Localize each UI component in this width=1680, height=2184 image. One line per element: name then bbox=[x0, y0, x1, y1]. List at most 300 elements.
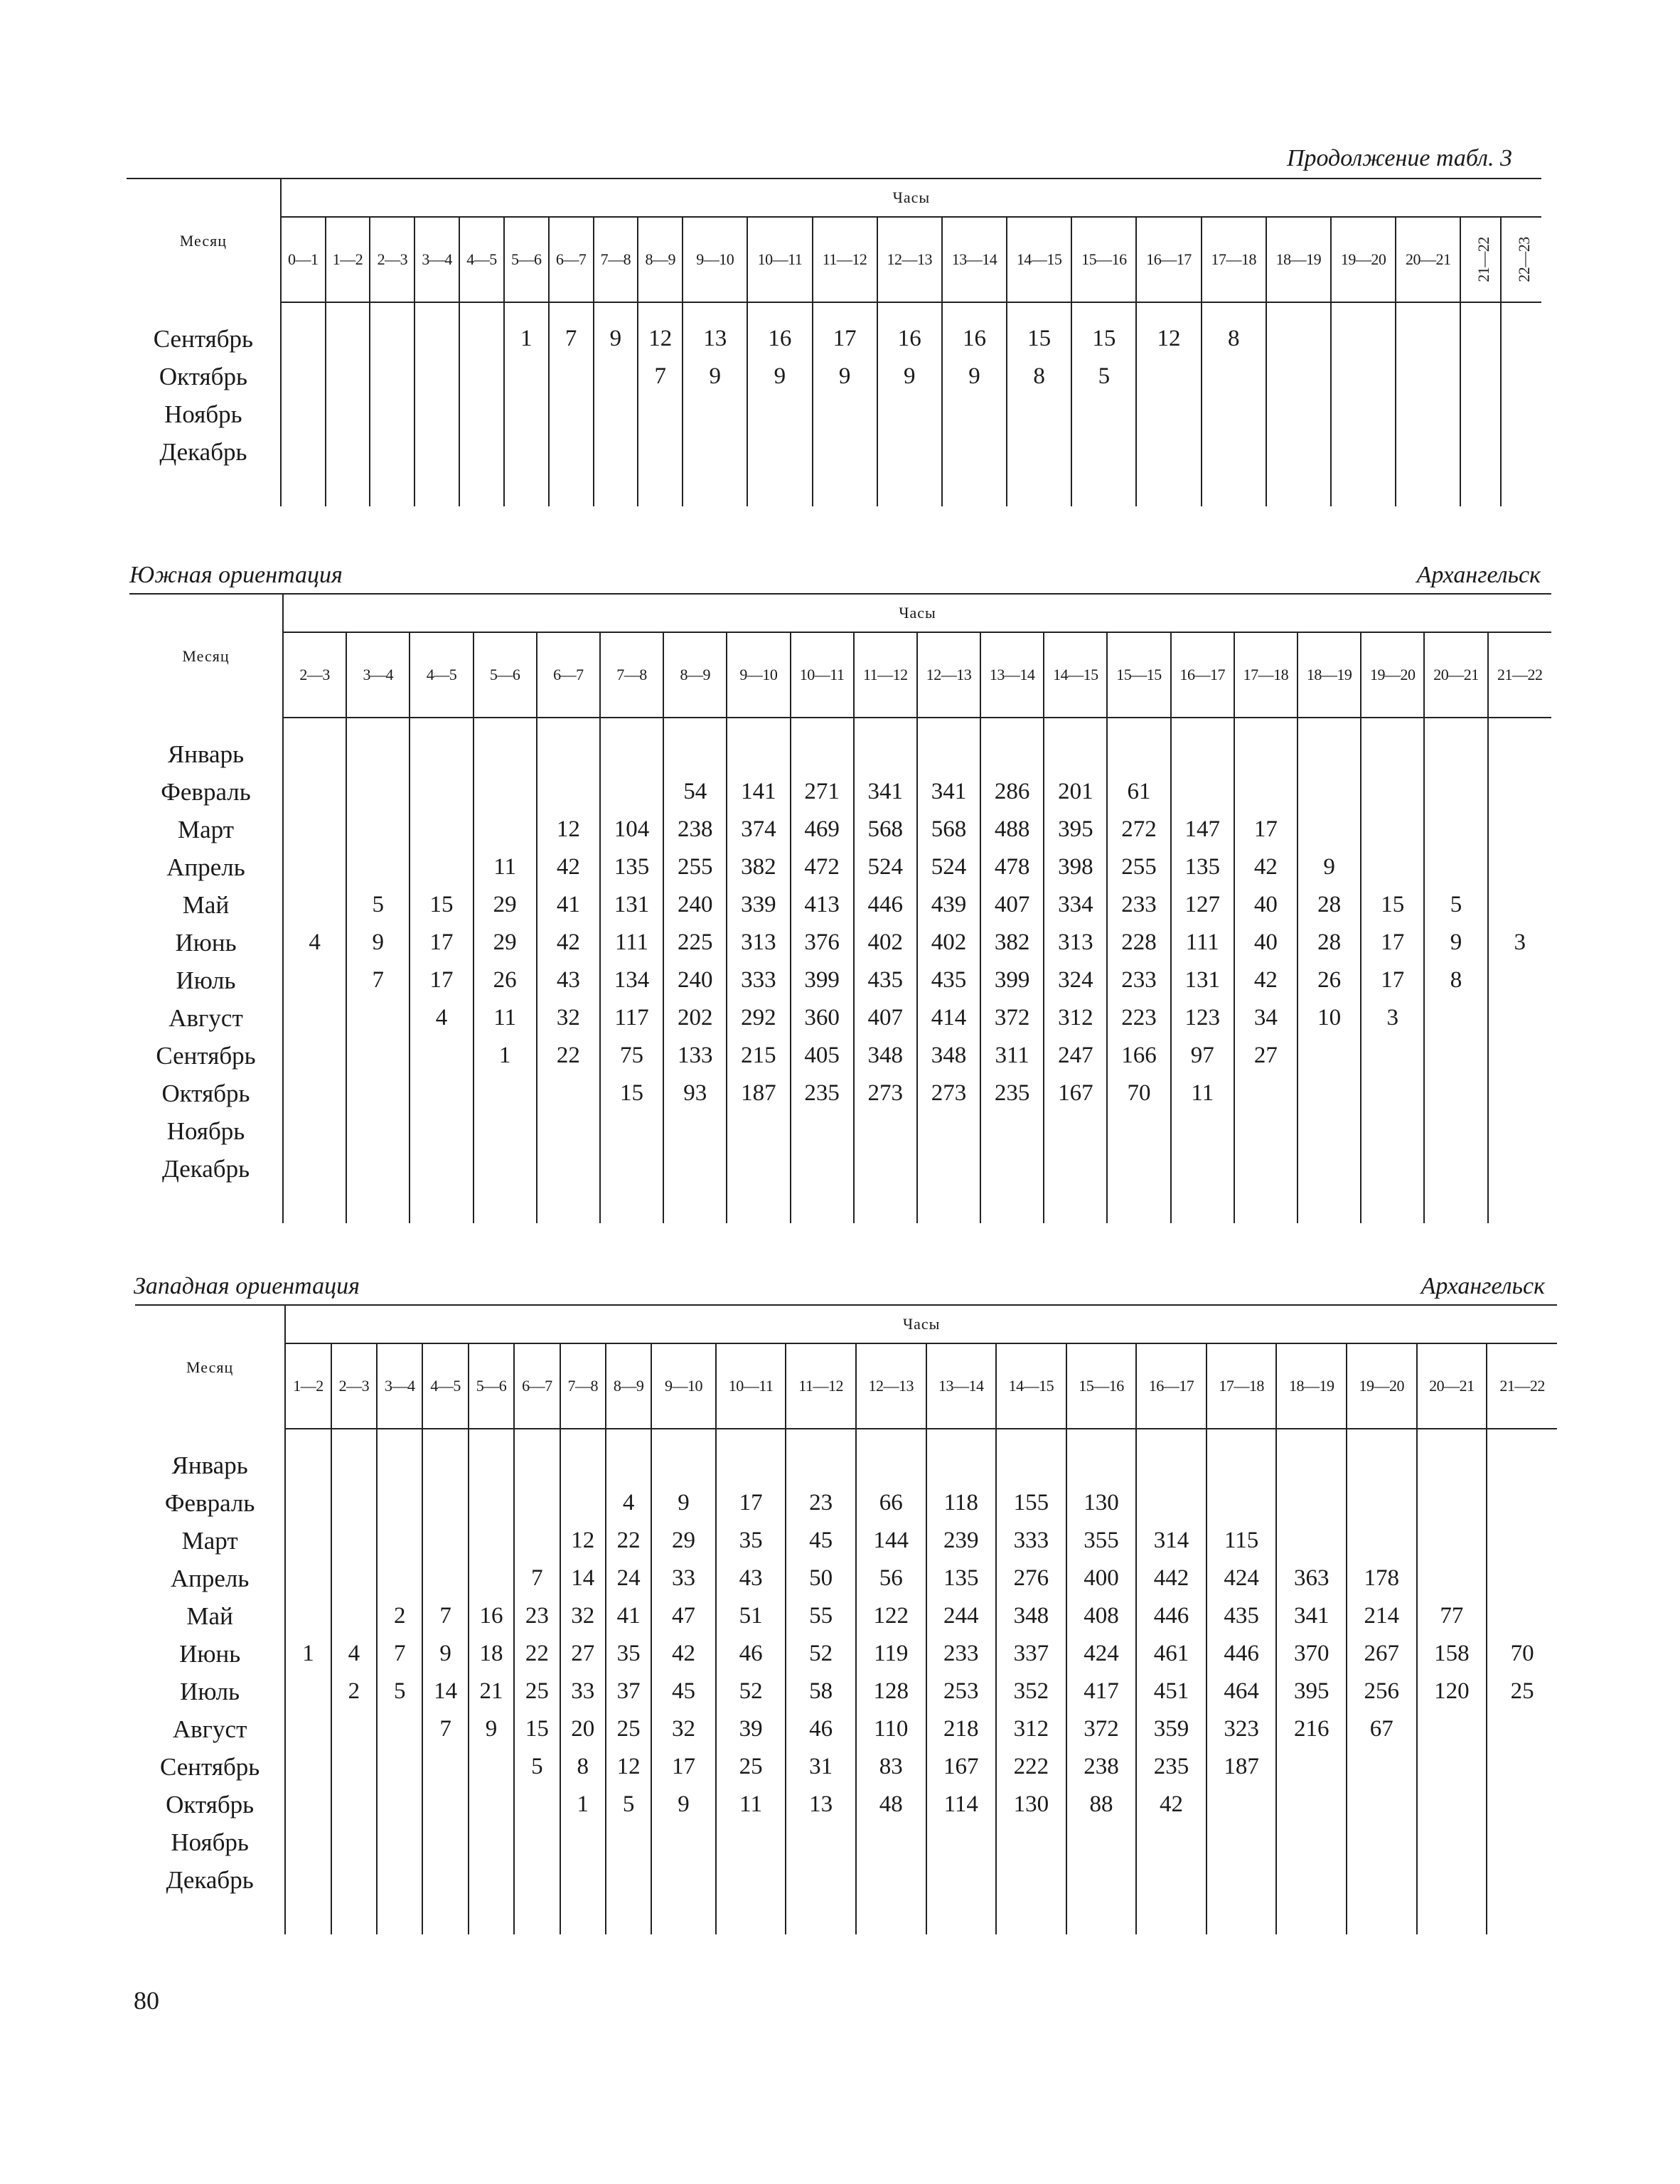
value-cell: 51 bbox=[716, 1597, 786, 1635]
column-header: 11—12 bbox=[854, 632, 917, 718]
value-cell: 131 bbox=[1171, 962, 1234, 999]
value-cell: 16 bbox=[877, 320, 942, 358]
value-cell bbox=[1417, 1447, 1487, 1484]
value-cell: 374 bbox=[727, 811, 790, 848]
value-cell: 9 bbox=[651, 1484, 716, 1522]
value-cell bbox=[346, 811, 410, 848]
month-cell: Октябрь bbox=[135, 1786, 285, 1823]
value-cell: 442 bbox=[1136, 1560, 1207, 1597]
value-cell: 216 bbox=[1276, 1710, 1347, 1748]
column-header: 5—6 bbox=[504, 217, 549, 302]
column-header: 12—13 bbox=[877, 217, 942, 302]
value-cell: 130 bbox=[1066, 1484, 1137, 1522]
value-cell bbox=[791, 735, 854, 773]
column-header: 19—20 bbox=[1361, 632, 1424, 718]
value-cell: 47 bbox=[651, 1597, 716, 1635]
column-header: 11—12 bbox=[786, 1343, 856, 1429]
value-cell bbox=[283, 811, 346, 848]
value-cell bbox=[1202, 358, 1266, 395]
value-cell bbox=[1424, 1112, 1487, 1150]
column-header: 7—8 bbox=[560, 1343, 606, 1429]
value-cell: 8 bbox=[1202, 320, 1266, 358]
value-cell bbox=[422, 1447, 468, 1484]
value-cell bbox=[1487, 1861, 1557, 1899]
value-cell: 5 bbox=[377, 1673, 422, 1710]
value-cell: 312 bbox=[1044, 999, 1107, 1037]
value-cell: 233 bbox=[1107, 962, 1170, 999]
column-header: 2—3 bbox=[283, 632, 346, 718]
value-cell: 271 bbox=[791, 773, 854, 811]
value-cell bbox=[1488, 1150, 1551, 1188]
month-cell: Январь bbox=[135, 1447, 285, 1484]
value-cell: 42 bbox=[537, 924, 600, 962]
value-cell bbox=[926, 1447, 997, 1484]
value-cell bbox=[856, 1823, 926, 1861]
value-cell: 395 bbox=[1276, 1673, 1347, 1710]
value-cell bbox=[1136, 1447, 1207, 1484]
value-cell bbox=[1276, 1748, 1347, 1786]
value-cell: 414 bbox=[917, 999, 980, 1037]
value-cell: 187 bbox=[1207, 1748, 1277, 1786]
value-cell: 5 bbox=[1424, 886, 1487, 924]
value-cell: 233 bbox=[926, 1635, 997, 1673]
value-cell bbox=[1202, 395, 1266, 433]
value-cell bbox=[410, 1075, 473, 1112]
value-cell bbox=[638, 433, 683, 471]
value-cell bbox=[560, 1861, 606, 1899]
value-cell: 29 bbox=[473, 924, 537, 962]
month-cell: Июль bbox=[135, 1673, 285, 1710]
value-cell: 33 bbox=[651, 1560, 716, 1597]
value-cell: 7 bbox=[346, 962, 410, 999]
value-cell: 233 bbox=[1107, 886, 1170, 924]
value-cell bbox=[1487, 1560, 1557, 1597]
value-cell bbox=[791, 1150, 854, 1188]
value-cell bbox=[537, 1075, 600, 1112]
value-cell: 128 bbox=[856, 1673, 926, 1710]
value-cell bbox=[1424, 1150, 1487, 1188]
value-cell: 3 bbox=[1361, 999, 1424, 1037]
column-header: 10—11 bbox=[791, 632, 854, 718]
value-cell: 9 bbox=[594, 320, 638, 358]
value-cell: 9 bbox=[1424, 924, 1487, 962]
table-row bbox=[129, 962, 1551, 999]
value-cell: 42 bbox=[651, 1635, 716, 1673]
value-cell bbox=[504, 433, 549, 471]
value-cell bbox=[1488, 1037, 1551, 1075]
value-cell: 15 bbox=[1007, 320, 1071, 358]
value-cell: 104 bbox=[600, 811, 663, 848]
value-cell bbox=[459, 358, 504, 395]
value-cell: 341 bbox=[1276, 1597, 1347, 1635]
table-row bbox=[129, 1150, 1551, 1188]
value-cell bbox=[469, 1484, 514, 1522]
value-cell bbox=[469, 1522, 514, 1560]
value-cell bbox=[1234, 1112, 1298, 1150]
month-cell: Март bbox=[135, 1522, 285, 1560]
value-cell: 167 bbox=[1044, 1075, 1107, 1112]
value-cell: 9 bbox=[422, 1635, 468, 1673]
value-cell bbox=[926, 1823, 997, 1861]
table-row bbox=[135, 1597, 1557, 1635]
value-cell bbox=[537, 1112, 600, 1150]
value-cell bbox=[473, 1150, 537, 1188]
value-cell: 123 bbox=[1171, 999, 1234, 1037]
value-cell: 25 bbox=[606, 1710, 651, 1748]
value-cell bbox=[683, 433, 747, 471]
table3-caption-left: Западная ориентация bbox=[134, 1273, 360, 1299]
value-cell bbox=[1487, 1748, 1557, 1786]
column-header: 12—13 bbox=[917, 632, 980, 718]
value-cell bbox=[917, 1150, 980, 1188]
value-cell bbox=[942, 395, 1007, 433]
value-cell bbox=[469, 1447, 514, 1484]
value-cell: 61 bbox=[1107, 773, 1170, 811]
value-cell: 9 bbox=[747, 358, 812, 395]
value-cell bbox=[1136, 1861, 1207, 1899]
value-cell: 158 bbox=[1417, 1635, 1487, 1673]
value-cell bbox=[1044, 1150, 1107, 1188]
value-cell: 17 bbox=[813, 320, 877, 358]
value-cell: 235 bbox=[980, 1075, 1044, 1112]
value-cell: 15 bbox=[514, 1710, 560, 1748]
value-cell: 568 bbox=[854, 811, 917, 848]
value-cell: 472 bbox=[791, 848, 854, 886]
value-cell bbox=[1331, 320, 1396, 358]
value-cell bbox=[473, 1075, 537, 1112]
value-cell bbox=[727, 1150, 790, 1188]
table-row bbox=[129, 886, 1551, 924]
value-cell: 15 bbox=[1071, 320, 1136, 358]
value-cell bbox=[1417, 1560, 1487, 1597]
value-cell: 32 bbox=[560, 1597, 606, 1635]
value-cell: 35 bbox=[716, 1522, 786, 1560]
value-cell bbox=[537, 735, 600, 773]
value-cell bbox=[1136, 1484, 1207, 1522]
value-cell: 16 bbox=[469, 1597, 514, 1635]
value-cell bbox=[1136, 358, 1201, 395]
value-cell bbox=[410, 811, 473, 848]
value-cell: 45 bbox=[651, 1673, 716, 1710]
column-header: 17—18 bbox=[1234, 632, 1298, 718]
value-cell bbox=[1460, 395, 1501, 433]
value-cell bbox=[917, 1112, 980, 1150]
value-cell: 240 bbox=[663, 962, 727, 999]
value-cell: 16 bbox=[942, 320, 1007, 358]
value-cell bbox=[346, 848, 410, 886]
value-cell bbox=[414, 395, 459, 433]
value-cell: 11 bbox=[473, 848, 537, 886]
value-cell bbox=[1276, 1861, 1347, 1899]
value-cell bbox=[1361, 1037, 1424, 1075]
value-cell: 339 bbox=[727, 886, 790, 924]
value-cell: 110 bbox=[856, 1710, 926, 1748]
value-cell bbox=[422, 1861, 468, 1899]
value-cell: 119 bbox=[856, 1635, 926, 1673]
value-cell: 424 bbox=[1066, 1635, 1137, 1673]
value-cell bbox=[716, 1823, 786, 1861]
value-cell: 22 bbox=[537, 1037, 600, 1075]
value-cell bbox=[346, 1037, 410, 1075]
value-cell bbox=[410, 1037, 473, 1075]
value-cell: 135 bbox=[1171, 848, 1234, 886]
value-cell: 2 bbox=[377, 1597, 422, 1635]
value-cell: 12 bbox=[1136, 320, 1201, 358]
value-cell bbox=[414, 320, 459, 358]
column-header: 17—18 bbox=[1202, 217, 1266, 302]
value-cell bbox=[1107, 735, 1170, 773]
value-cell bbox=[283, 848, 346, 886]
value-cell: 9 bbox=[469, 1710, 514, 1748]
value-cell: 201 bbox=[1044, 773, 1107, 811]
value-cell bbox=[514, 1861, 560, 1899]
month-cell: Май bbox=[135, 1597, 285, 1635]
value-cell bbox=[1071, 433, 1136, 471]
value-cell: 41 bbox=[537, 886, 600, 924]
table-row bbox=[129, 1075, 1551, 1112]
month-cell: Январь bbox=[129, 735, 283, 773]
column-header: 16—17 bbox=[1136, 1343, 1207, 1429]
month-header: Месяц bbox=[129, 594, 283, 718]
value-cell: 37 bbox=[606, 1673, 651, 1710]
value-cell: 83 bbox=[856, 1748, 926, 1786]
value-cell: 25 bbox=[514, 1673, 560, 1710]
value-cell bbox=[1234, 1150, 1298, 1188]
value-cell: 255 bbox=[1107, 848, 1170, 886]
value-cell: 111 bbox=[600, 924, 663, 962]
value-cell: 446 bbox=[854, 886, 917, 924]
value-cell bbox=[410, 1112, 473, 1150]
value-cell bbox=[917, 735, 980, 773]
value-cell bbox=[422, 1560, 468, 1597]
value-cell bbox=[856, 1447, 926, 1484]
value-cell bbox=[331, 1710, 377, 1748]
value-cell bbox=[1007, 433, 1071, 471]
value-cell bbox=[1298, 1112, 1361, 1150]
column-header: 0—1 bbox=[281, 217, 326, 302]
value-cell: 42 bbox=[1234, 962, 1298, 999]
table-row bbox=[135, 1861, 1557, 1899]
value-cell bbox=[747, 433, 812, 471]
value-cell bbox=[651, 1823, 716, 1861]
value-cell bbox=[1298, 735, 1361, 773]
value-cell bbox=[331, 1597, 377, 1635]
value-cell: 40 bbox=[1234, 886, 1298, 924]
value-cell bbox=[422, 1522, 468, 1560]
column-header: 21—22 bbox=[1488, 632, 1551, 718]
value-cell: 464 bbox=[1207, 1673, 1277, 1710]
column-header: 6—7 bbox=[537, 632, 600, 718]
value-cell: 313 bbox=[1044, 924, 1107, 962]
value-cell bbox=[1136, 1823, 1207, 1861]
month-cell: Июнь bbox=[135, 1635, 285, 1673]
value-cell: 524 bbox=[854, 848, 917, 886]
value-cell: 117 bbox=[600, 999, 663, 1037]
value-cell: 312 bbox=[996, 1710, 1066, 1748]
value-cell bbox=[1347, 1823, 1417, 1861]
value-cell: 28 bbox=[1298, 924, 1361, 962]
value-cell: 20 bbox=[560, 1710, 606, 1748]
value-cell bbox=[459, 433, 504, 471]
value-cell: 167 bbox=[926, 1748, 997, 1786]
value-cell bbox=[1298, 811, 1361, 848]
value-cell: 25 bbox=[716, 1748, 786, 1786]
value-cell bbox=[1361, 1112, 1424, 1150]
value-cell: 7 bbox=[377, 1635, 422, 1673]
column-header: 14—15 bbox=[1044, 632, 1107, 718]
value-cell bbox=[377, 1710, 422, 1748]
value-cell bbox=[1361, 1075, 1424, 1112]
value-cell: 77 bbox=[1417, 1597, 1487, 1635]
value-cell bbox=[1298, 1150, 1361, 1188]
value-cell: 42 bbox=[537, 848, 600, 886]
value-cell: 17 bbox=[1361, 962, 1424, 999]
value-cell: 147 bbox=[1171, 811, 1234, 848]
value-cell: 46 bbox=[786, 1710, 856, 1748]
value-cell bbox=[469, 1823, 514, 1861]
column-header: 20—21 bbox=[1417, 1343, 1487, 1429]
value-cell: 22 bbox=[606, 1522, 651, 1560]
value-cell bbox=[1424, 811, 1487, 848]
value-cell bbox=[1234, 735, 1298, 773]
value-cell bbox=[996, 1447, 1066, 1484]
value-cell: 115 bbox=[1207, 1522, 1277, 1560]
value-cell bbox=[1396, 433, 1460, 471]
value-cell: 58 bbox=[786, 1673, 856, 1710]
value-cell bbox=[281, 358, 326, 395]
table1-caption-right: Продолжение табл. 3 bbox=[1286, 145, 1512, 171]
value-cell: 13 bbox=[683, 320, 747, 358]
value-cell: 255 bbox=[663, 848, 727, 886]
value-cell bbox=[285, 1861, 331, 1899]
value-cell: 27 bbox=[1234, 1037, 1298, 1075]
value-cell bbox=[377, 1748, 422, 1786]
table-row bbox=[129, 735, 1551, 773]
value-cell bbox=[1298, 1075, 1361, 1112]
column-header: 13—14 bbox=[980, 632, 1044, 718]
value-cell: 215 bbox=[727, 1037, 790, 1075]
value-cell bbox=[377, 1484, 422, 1522]
value-cell: 32 bbox=[537, 999, 600, 1037]
value-cell bbox=[514, 1447, 560, 1484]
value-cell bbox=[459, 395, 504, 433]
value-cell bbox=[1501, 358, 1541, 395]
value-cell bbox=[1488, 1112, 1551, 1150]
value-cell bbox=[1007, 395, 1071, 433]
table-row bbox=[129, 924, 1551, 962]
value-cell: 238 bbox=[663, 811, 727, 848]
value-cell: 15 bbox=[1361, 886, 1424, 924]
table-row bbox=[135, 1710, 1557, 1748]
value-cell bbox=[422, 1748, 468, 1786]
value-cell: 12 bbox=[638, 320, 683, 358]
value-cell bbox=[1488, 811, 1551, 848]
value-cell: 424 bbox=[1207, 1560, 1277, 1597]
month-cell: Сентябрь bbox=[127, 320, 281, 358]
value-cell: 272 bbox=[1107, 811, 1170, 848]
value-cell bbox=[1417, 1484, 1487, 1522]
value-cell bbox=[1234, 1075, 1298, 1112]
value-cell: 273 bbox=[854, 1075, 917, 1112]
value-cell bbox=[410, 1150, 473, 1188]
value-cell: 135 bbox=[926, 1560, 997, 1597]
value-cell bbox=[1066, 1823, 1137, 1861]
value-cell bbox=[326, 320, 370, 358]
table3 bbox=[135, 1304, 1557, 1934]
value-cell bbox=[549, 433, 594, 471]
value-cell bbox=[1331, 395, 1396, 433]
column-header bbox=[1501, 217, 1541, 302]
month-cell: Август bbox=[135, 1710, 285, 1748]
value-cell: 405 bbox=[791, 1037, 854, 1075]
value-cell: 5 bbox=[346, 886, 410, 924]
value-cell bbox=[594, 433, 638, 471]
value-cell bbox=[331, 1823, 377, 1861]
value-cell: 48 bbox=[856, 1786, 926, 1823]
value-cell: 399 bbox=[980, 962, 1044, 999]
value-cell bbox=[942, 433, 1007, 471]
value-cell bbox=[1501, 395, 1541, 433]
value-cell bbox=[410, 848, 473, 886]
value-cell: 1 bbox=[473, 1037, 537, 1075]
value-cell: 488 bbox=[980, 811, 1044, 848]
value-cell: 15 bbox=[600, 1075, 663, 1112]
value-cell: 372 bbox=[1066, 1710, 1137, 1748]
value-cell: 341 bbox=[917, 773, 980, 811]
value-cell: 13 bbox=[786, 1786, 856, 1823]
value-cell bbox=[1298, 773, 1361, 811]
value-cell: 144 bbox=[856, 1522, 926, 1560]
column-header: 3—4 bbox=[346, 632, 410, 718]
value-cell bbox=[813, 433, 877, 471]
value-cell bbox=[683, 395, 747, 433]
value-cell bbox=[727, 735, 790, 773]
value-cell bbox=[473, 735, 537, 773]
value-cell: 214 bbox=[1347, 1597, 1417, 1635]
value-cell bbox=[1460, 433, 1501, 471]
value-cell bbox=[537, 1150, 600, 1188]
value-cell bbox=[651, 1447, 716, 1484]
value-cell bbox=[377, 1447, 422, 1484]
table-row bbox=[127, 433, 1541, 471]
value-cell: 166 bbox=[1107, 1037, 1170, 1075]
value-cell bbox=[560, 1447, 606, 1484]
value-cell bbox=[600, 1112, 663, 1150]
value-cell: 4 bbox=[410, 999, 473, 1037]
month-cell: Февраль bbox=[129, 773, 283, 811]
column-header: 12—13 bbox=[856, 1343, 926, 1429]
value-cell: 17 bbox=[651, 1748, 716, 1786]
value-cell bbox=[1347, 1748, 1417, 1786]
value-cell bbox=[747, 395, 812, 433]
value-cell bbox=[1424, 735, 1487, 773]
value-cell bbox=[1501, 320, 1541, 358]
value-cell: 9 bbox=[877, 358, 942, 395]
value-cell bbox=[1044, 1112, 1107, 1150]
value-cell bbox=[1417, 1861, 1487, 1899]
value-cell: 7 bbox=[638, 358, 683, 395]
table2-caption-left: Южная ориентация bbox=[129, 562, 343, 588]
value-cell bbox=[1347, 1522, 1417, 1560]
table-row bbox=[135, 1447, 1557, 1484]
value-cell: 8 bbox=[560, 1748, 606, 1786]
value-cell bbox=[1361, 735, 1424, 773]
value-cell bbox=[1136, 395, 1201, 433]
value-cell: 399 bbox=[791, 962, 854, 999]
value-cell: 141 bbox=[727, 773, 790, 811]
value-cell bbox=[1266, 433, 1331, 471]
column-header bbox=[1460, 217, 1501, 302]
